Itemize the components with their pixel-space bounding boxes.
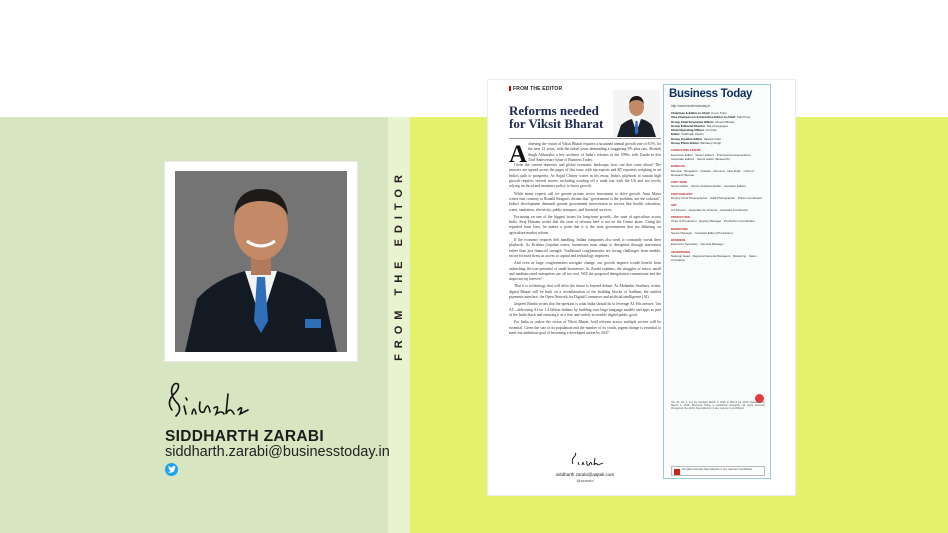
author-photo [175, 171, 347, 352]
author-portrait-illustration [175, 171, 347, 352]
author-signature [164, 380, 254, 422]
masthead-entry: Chief Operating Officer: Anil Nair [671, 128, 717, 133]
page-signature [570, 452, 606, 468]
page-signature-email: siddharth.zarabi@aajtak.com [555, 472, 615, 477]
masthead-filler: Mumbai · Bengaluru · Kolkata · Chennai · New Delhi · Chief of Research Bureau [671, 168, 754, 177]
masthead-entry: Group Editorial Director: Raj Chengappa [671, 123, 728, 128]
magazine-page [488, 80, 795, 495]
page-signature-handle: @szarabi [576, 478, 594, 483]
masthead-credits [671, 111, 765, 396]
masthead-url: http://www.businesstoday.in [671, 104, 711, 108]
body-paragraph: That it is technology that will drive the future is beyond debate. As Mohanbir Sawhney writes, digital Bharat will be built on a recombination of the building blocks of Aadhaar, the unified payments interface, the Open Network for Digital Commerce and artificial intelligence (AI). [509, 284, 661, 300]
body-paragraph: For India to realise the vision of Viksit Bharat, bold reforms across multiple sectors will be essential. Given the size of its population and the number of its youth, urgent change is essential to meet our ambitious goal of becoming a developed nation by 2047. [509, 320, 661, 335]
twitter-icon[interactable] [165, 463, 178, 476]
vertical-label-text: FROM THE EDITOR [393, 169, 405, 361]
masthead-notice-box: All rights reserved. Reproduction in any manner is prohibited. [671, 466, 765, 476]
masthead-filler: Chief of Production · Deputy Manager · Production Coordinator [671, 219, 755, 224]
masthead-filler: Executive Secretary · General Manager [671, 242, 724, 247]
business-today-logo: Business Today [669, 88, 753, 100]
editor-thumbnail-photo [613, 90, 660, 137]
body-paragraph: Focussing on one of the biggest issues for long-term growth—the state of agriculture across India, Siraj Hussain writes that the onus of reforms here is not on the Centre alone. Citing the repealed farm laws, he makes a point that it is the state governments that are dithering on agriculture market reform. [509, 214, 661, 235]
masthead-filler: Senior Editor · Senior Assistant Editor · Assistant Editors [671, 184, 747, 189]
masthead-section-head: ART [671, 203, 677, 208]
masthead-entry: Group Chief Executive Officer: Dinesh Bhatia [671, 119, 735, 124]
masthead-section-head: BUSINESS [671, 238, 686, 243]
page-kicker: FROM THE EDITOR [509, 86, 562, 92]
body-paragraph: And even as large conglomerates navigate change, our growth engines would benefit from unleashing the true potential of small businesses. As Zarabi explains, the struggles of micro, small and medium-sized enterprises are all too real. Will the proposed deregulation commission end the inspector-raj forever? [509, 261, 661, 282]
masthead-section-head: PHOTOGRAPHY [671, 191, 693, 196]
masthead-section-head: ADVERTISING [671, 249, 691, 254]
masthead-filler: Deputy Chief Photographer · Staff Photographer · Photo Coordinator [671, 196, 763, 201]
masthead-section-head: CONSULTING EDITOR [671, 148, 701, 153]
body-paragraph: While many experts call for greater private sector investment to drive growth, Arun Maira writes that contrary to Ronald Reagan's dictum that "government is the problem, not the solution", India's development demands greater government intervention in sectors like health, education, water, sanitation, electricity, public transport, and financial services. [509, 191, 661, 212]
headline-rule [509, 138, 661, 139]
masthead-entry: Editor: Siddharth Zarabi [671, 132, 704, 137]
masthead-fine-print: Vol. 34, No. 4. For the fortnight March 2, 2025 to March 15, 2025. Released on March 2, 2025. Business Today is published fortnightly. All rights reserved throughout the world. Reproduction in any manner is prohibited. [671, 401, 765, 411]
author-email[interactable]: siddharth.zarabi@businesstoday.in [165, 444, 390, 460]
masthead-section-head: COPY DESK [671, 180, 688, 185]
masthead-section-head: MARKETING [671, 226, 688, 231]
masthead-filler: Art Director · Associate Art Director · Assistant Art Director [671, 207, 749, 212]
page-headline: Reforms needed for Viksit Bharat [509, 103, 604, 131]
masthead-section-head: PRODUCTION [671, 214, 690, 219]
body-paragraph: If the economy requires deft handling, Indian companies also need to constantly tweak their playbook. As Krishna Gopalan writes, businesses must adapt to disruption through innovation rather than just financial strength. Traditional conglomerates are facing challenges from nimble, sector-focused firms as access to capital and technology improves. [509, 238, 661, 258]
masthead-filler: Senior Manager · Assistant Editor (Production) [671, 230, 733, 235]
masthead-entry: Group Creative Editor: Nilanjan Das [671, 136, 721, 141]
dropcap-letter: A [509, 141, 528, 168]
masthead-panel [663, 84, 771, 479]
masthead-filler: National Head · Regional General Managers · Marketing · Sales · Circulation [671, 254, 759, 263]
masthead-filler: Executive Editor · Senior Editors · Principal Correspondents · Associate Editors · Senior Editor (Research) [671, 152, 753, 161]
author-photo-frame [165, 162, 357, 361]
masthead-entry: Chairman & Editor-in-Chief: Aroon Purie [671, 111, 727, 115]
masthead-section-head: BUREAUS [671, 164, 685, 169]
from-the-editor-vertical-label [390, 160, 408, 370]
lead-paragraph: chieving the vision of Viksit Bharat requires a sustained annual growth rate of 8.5% for the next 22 years, with the initial years demanding a staggering 9%-plus rate, Montek Singh Ahluwalia, a key architect of India's reforms in the 1990s, tells Zarabi in this 33rd Anniversary Issue of Business Today. [528, 142, 661, 162]
body-paragraph: Jaspreet Bindra writes that the question is what India should do to leverage AI. His answer: 'Jan AI'—delivering AI for 1.4 billion Indians by building own large language models and apps as part of the India Stack and ensuring it as a free and widely accessible digital public good. [509, 302, 661, 317]
body-paragraph: Given the current domestic and global economic landscape, how can that come about? The answers are spread across the pages of this issue with top experts and BT reporters weighing in on India's path to prosperity. As Sajjid Chinoy writes in his essay, India's playbook to sustain high growth requires several moves, including warding off a trade war with the US and not overly relying on fiscal and monetary policy to boost growth. [509, 163, 661, 189]
masthead-entry: Group Photo Editor: Bandeep Singh [671, 141, 722, 146]
masthead-entry: Vice Chairperson & Executive Editor-in-Chief: Kalli Purie [671, 115, 751, 120]
author-name: SIDDHARTH ZARABI [165, 428, 324, 445]
editorial-body [509, 142, 661, 457]
